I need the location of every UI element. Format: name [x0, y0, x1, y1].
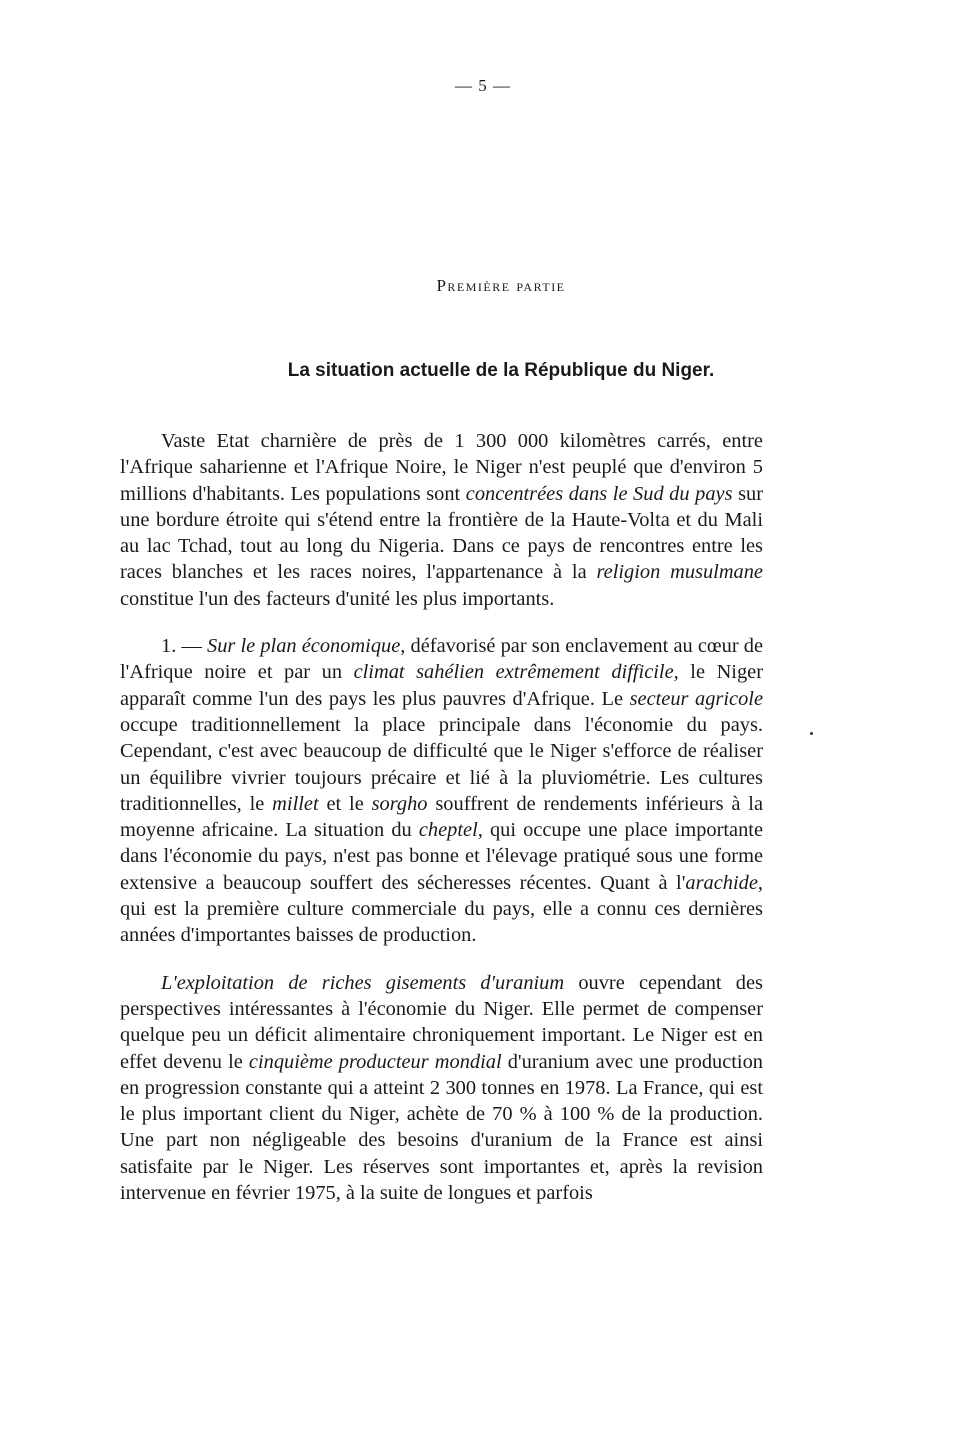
text-run: et le [318, 792, 372, 815]
italic-run: millet [272, 792, 319, 815]
italic-run: L'exploitation de riches gisements d'uranium [161, 971, 565, 994]
text-run: occupe traditionnellement la place principale dans l'économie du pays. Cependant, c'est avec beaucoup de difficulté que le Niger s'efforce de réaliser un équilibre vivrier toujours précaire et lié à la pluviométrie. Les cultures traditionnelles, le [120, 713, 763, 815]
italic-run: sorgho [371, 792, 428, 815]
paragraph-economic-plan [120, 633, 763, 949]
italic-run: Sur le plan économique, [207, 635, 406, 658]
paragraph-intro [120, 428, 763, 612]
page-number: — 5 — [455, 76, 511, 95]
text-run: constitue l'un des facteurs d'unité les plus importants. [120, 587, 555, 610]
italic-run: cheptel, [418, 819, 483, 842]
text-run: 1. — [161, 635, 207, 658]
italic-run: religion musulmane [596, 561, 763, 584]
text-run: ouvre cependant des perspectives intéressantes à l'économie du Niger. Elle permet de compenser quelque peu un déficit alimentaire chroniquement important. Le Niger est en effet devenu le [120, 971, 763, 1073]
italic-run: concentrées dans le Sud du pays [465, 482, 733, 505]
text-run: d'uranium avec une production en progression constante qui a atteint 2 300 tonnes en 1978. La France, qui est le plus important client du Niger, achète de 70 % à 100 % de la production. Une part non négligeable des besoins d'uranium de la France est ainsi satisfaite par le Niger. Les réserves sont importantes et, après la revision intervenue en février 1975, à la suite de longues et parfois [120, 1050, 763, 1205]
margin-speck [810, 732, 813, 735]
text-run: Vaste Etat charnière de près de 1 300 000 kilomètres carrés, entre l'Afrique saharienne et l'Afrique Noire, le Niger n'est peuplé que d'environ 5 millions d'habitants. Les populations sont [120, 430, 763, 505]
part-heading: Première partie [436, 276, 566, 295]
body-text [120, 428, 763, 1227]
text-run: qui est la première culture commerciale du pays, elle a connu ces dernières années d'importantes baisses de production. [120, 898, 763, 947]
italic-run: secteur agricole [629, 687, 763, 710]
text-run: qui occupe une place importante dans l'économie du pays, n'est pas bonne et l'élevage pratiqué sous une forme extensive a beaucoup souffert des sécheresses récentes. Quant à l' [120, 819, 763, 894]
text-run: le Niger apparaît comme l'un des pays les plus pauvres d'Afrique. Le [120, 661, 764, 710]
italic-run: arachide, [685, 871, 763, 894]
italic-run: climat sahélien extrêmement difficile, [353, 661, 679, 684]
paragraph-uranium [120, 970, 763, 1207]
text-run: défavorisé par son enclavement au cœur de l'Afrique noire et par un [120, 635, 764, 684]
section-title: La situation actuelle de la République du Niger. [287, 360, 715, 381]
text-run: souffrent de rendements inférieurs à la moyenne africaine. La situation du [120, 792, 763, 842]
italic-run: cinquième producteur mondial [248, 1050, 502, 1073]
text-run: sur une bordure étroite qui s'étend entre la frontière de la Haute-Volta et du Mali au lac Tchad, tout au long du Nigeria. Dans ce pays de rencontres entre les races blanches et les races noires, l'appartenance à la [120, 482, 763, 584]
